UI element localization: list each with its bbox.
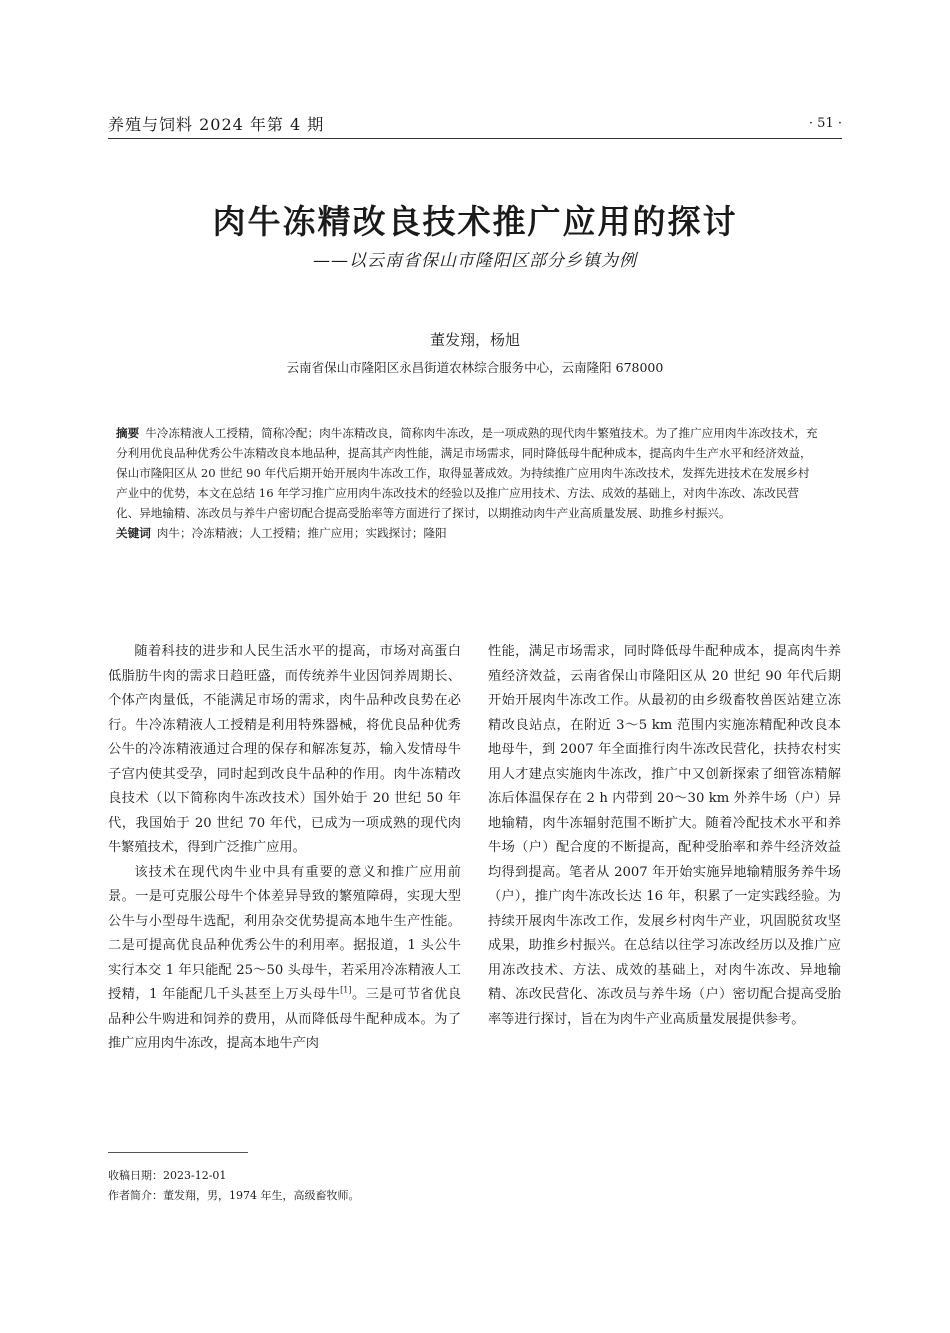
abstract-label: 摘要 bbox=[116, 426, 140, 440]
page-number: · 51 · bbox=[808, 116, 842, 131]
citation-ref: [1] bbox=[340, 985, 352, 995]
body-column-right bbox=[488, 640, 841, 1032]
keywords-line bbox=[116, 523, 818, 543]
abstract-block bbox=[116, 423, 818, 543]
abstract-text: 牛冷冻精液人工授精，简称冷配；肉牛冻精改良，简称肉牛冻改，是一项成熟的现代肉牛繁殖技术。为了推广应用肉牛冻改技术，充分利用优良品种优秀公牛冻精改良本地品种，提高其产肉性能，满足市场需求，同时降低母牛配种成本，提高肉牛生产水平和经济效益，保山市隆阳区从 20 世纪 90 年代后期开始开展肉牛冻改工作，取得显著成效。为持续推广应用肉牛冻改技术，发挥先进技术在发展乡村产业中的优势，本文在总结 16 年学习推广应用肉牛冻改技术的经验以及推广应用技术、方法、成效的基础上，对肉牛冻改、冻改民营化、异地输精、冻改员与养牛户密切配合提高受胎率等方面进行了探讨，以期推动肉牛产业高质量发展、助推乡村振兴。 bbox=[116, 426, 818, 520]
body-text: 该技术在现代肉牛业中具有重要的意义和推广应用前景。一是可克服公母牛个体差异导致的繁殖障碍，实现大型公牛与小型母牛选配，利用杂交优势提高本地牛生产性能。二是可提高优良品种优秀公牛的利用率。据报道，1 头公牛实行本交 1 年只能配 25～50 头母牛，若采用冷冻精液人工授精，1 年能配几千头甚至上万头母牛 bbox=[108, 864, 461, 1002]
body-paragraph: 性能，满足市场需求，同时降低母牛配种成本，提高肉牛养殖经济效益，云南省保山市隆阳区从 20 世纪 90 年代后期开始开展肉牛冻改工作。从最初的由乡级畜牧兽医站建立冻精改良站点，在附近 3～5 km 范围内实施冻精配种改良本地母牛，到 2007 年全面推行肉牛冻改民营化，扶持农村实用人才建点实施肉牛冻改，推广中又创新探索了细管冻精解冻后体温保存在 2 h 内带到 20～30 km 外养牛场（户）异地输精，肉牛冻辐射范围不断扩大。随着冷配技术水平和养牛场（户）配合度的不断提高，配种受胎率和养牛经济效益均得到提高。笔者从 2007 年开始实施异地输精服务养牛场（户），推广肉牛冻改长达 16 年，积累了一定实践经验。为持续开展肉牛冻改工作，发展乡村肉牛产业，巩固脱贫攻坚成果，助推乡村振兴。在总结以往学习冻改经历以及推广应用冻改技术、方法、成效的基础上，对肉牛冻改、异地输精、冻改民营化、冻改员与养牛场（户）密切配合提高受胎率等进行探讨，旨在为肉牛产业高质量发展提供参考。 bbox=[488, 644, 841, 1027]
body-text: 。三是可节省优良品种公牛购进和饲养的费用，从而降低母牛配种成本。为了推广应用肉牛冻改，提高本地牛产肉 bbox=[108, 987, 461, 1051]
author-bio: 作者简介：董发翔，男，1974 年生，高级畜牧师。 bbox=[108, 1189, 360, 1202]
received-date: 收稿日期：2023-12-01 bbox=[108, 1169, 227, 1182]
body-column-left bbox=[108, 640, 461, 1057]
body-paragraph bbox=[108, 861, 461, 1057]
header-divider bbox=[108, 138, 842, 139]
keywords-text: 肉牛；冷冻精液；人工授精；推广应用；实践探讨；隆阳 bbox=[156, 526, 447, 540]
article-subtitle: ——以云南省保山市隆阳区部分乡镇为例 bbox=[313, 251, 637, 271]
author-list: 董发翔，杨旭 bbox=[429, 331, 520, 349]
journal-header: 养殖与饲料 2024 年第 4 期 bbox=[108, 115, 325, 134]
abstract-paragraph bbox=[116, 423, 818, 523]
article-title: 肉牛冻精改良技术推广应用的探讨 bbox=[212, 202, 738, 241]
footnote-divider bbox=[108, 1152, 248, 1153]
keywords-label: 关键词 bbox=[116, 526, 151, 540]
author-affiliation: 云南省保山市隆阳区永昌街道农林综合服务中心，云南隆阳 678000 bbox=[286, 360, 664, 375]
body-paragraph: 随着科技的进步和人民生活水平的提高，市场对高蛋白低脂肪牛肉的需求日趋旺盛，而传统养牛业因饲养周期长、个体产肉量低，不能满足市场的需求，肉牛品种改良势在必行。牛冷冻精液人工授精是利用特殊器械，将优良品种优秀公牛的冷冻精液通过合理的保存和解冻复苏，输入发情母牛子宫内使其受孕，同时起到改良牛品种的作用。肉牛冻精改良技术（以下简称肉牛冻改技术）国外始于 20 世纪 50 年代，我国始于 20 世纪 70 年代，已成为一项成熟的现代肉牛繁殖技术，得到广泛推广应用。 bbox=[108, 644, 461, 855]
